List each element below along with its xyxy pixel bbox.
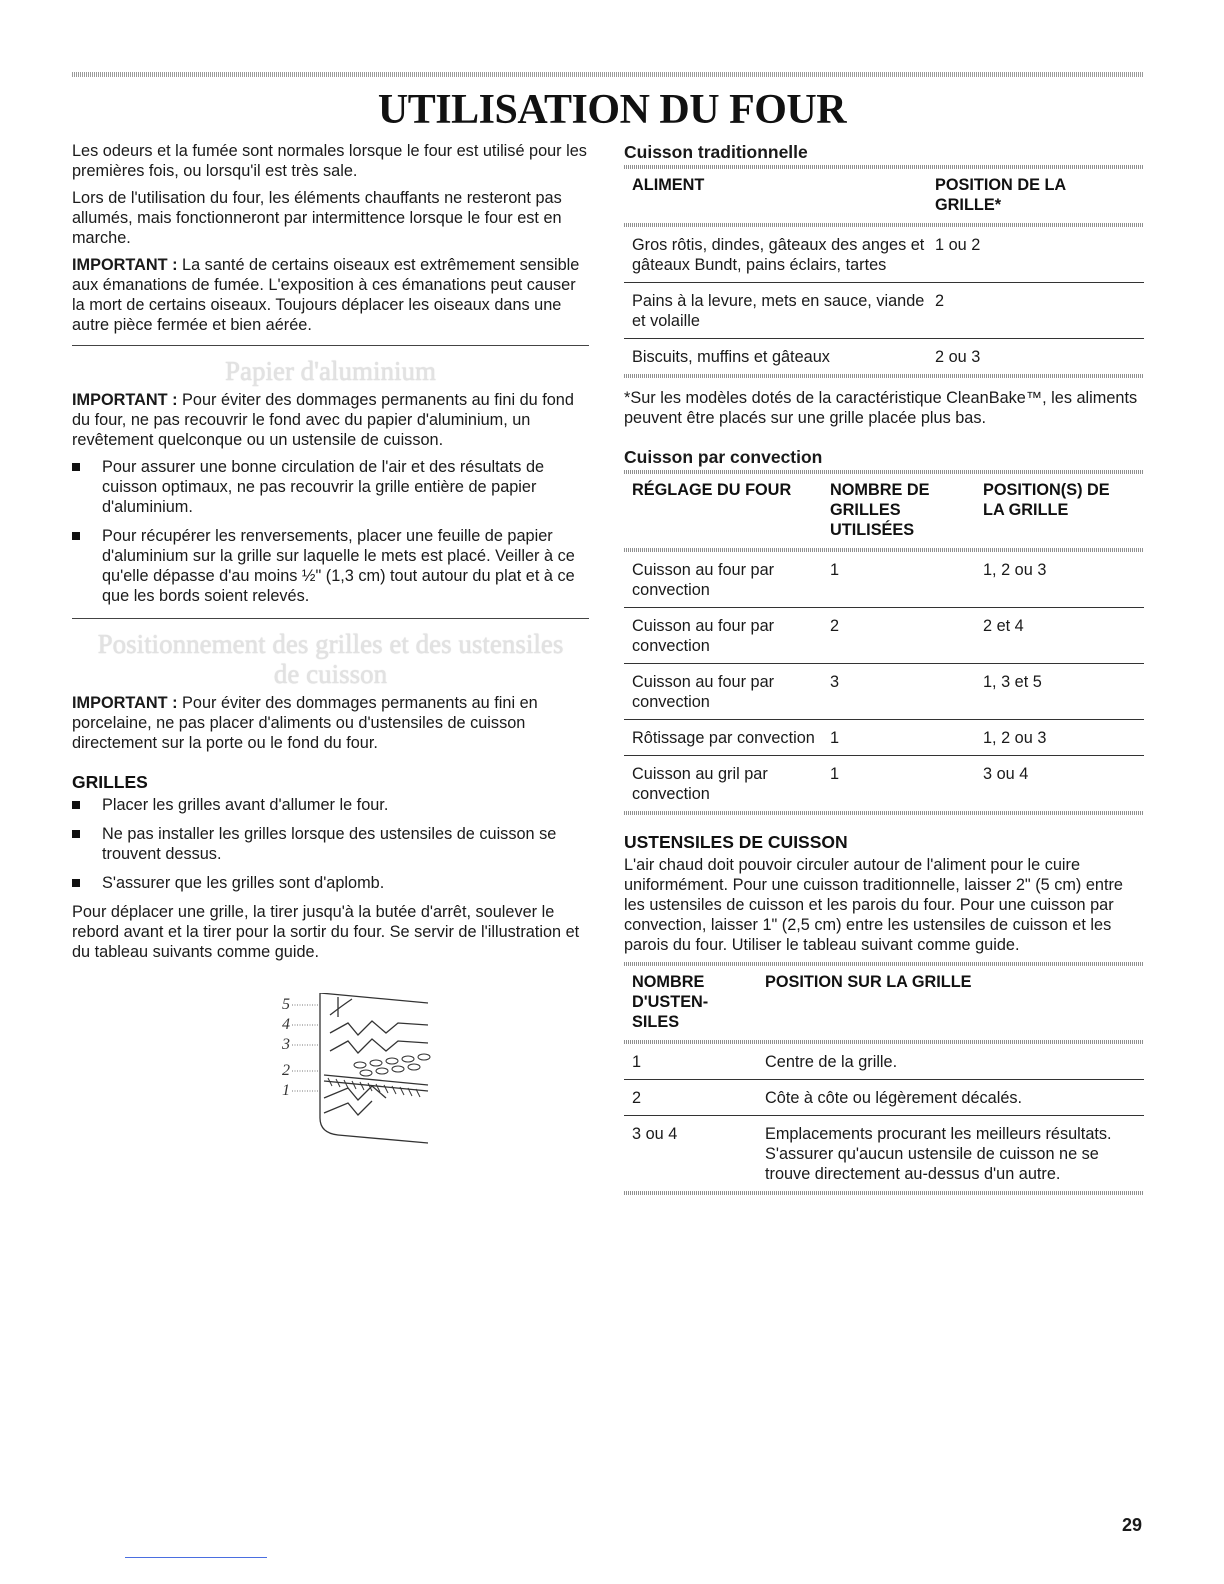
rack-label-5: 5 xyxy=(282,996,290,1013)
table-row xyxy=(624,663,1144,719)
table-row xyxy=(624,755,1144,811)
table-cell: 1 xyxy=(830,765,840,783)
positioning-heading-line-2: de cuisson xyxy=(273,659,388,689)
positioning-important xyxy=(72,693,589,753)
table-cell: 1 xyxy=(830,561,840,579)
table-cell: Pains à la levure, mets en sauce, viande et volaille xyxy=(632,292,925,330)
table-cell: 2 xyxy=(632,1089,642,1107)
table-cell: 1 ou 2 xyxy=(935,236,981,254)
table-row xyxy=(624,1115,1144,1191)
table-row xyxy=(624,282,1144,338)
table-row xyxy=(624,1079,1144,1115)
column-header: NOMBRE DE GRILLES UTILISÉES xyxy=(830,481,930,539)
table-cell: 1 xyxy=(632,1053,642,1071)
table-cell: 1, 2 ou 3 xyxy=(983,561,1047,579)
table-bottom-rule xyxy=(624,1191,1144,1195)
bottom-link-underline xyxy=(125,1557,267,1558)
table-cell: 1, 3 et 5 xyxy=(983,673,1042,691)
important-text: Pour éviter des dommages permanents au fini du fond du four, ne pas recouvrir le fond avec du papier d'aluminium, un revêtement quelconque ou un ustensile de cuisson. xyxy=(72,391,574,449)
table-cell: Gros rôtis, dindes, gâteaux des anges et gâteaux Bundt, pains éclairs, tartes xyxy=(632,236,925,274)
table-cell: Cuisson au four par convection xyxy=(632,561,775,599)
grilles-heading: GRILLES xyxy=(72,772,148,792)
table-row xyxy=(624,552,1144,607)
cookware-heading: USTENSILES DE CUISSON xyxy=(624,832,848,852)
right-column xyxy=(624,141,1144,1195)
section-divider xyxy=(72,618,589,619)
column-header: NOMBRE D'USTEN-SILES xyxy=(632,973,709,1031)
table-bottom-rule xyxy=(624,374,1144,378)
table-cell: Biscuits, muffins et gâteaux xyxy=(632,348,830,366)
important-label: IMPORTANT : xyxy=(72,694,178,712)
column-header: POSITION SUR LA GRILLE xyxy=(765,973,972,991)
rack-label-4: 4 xyxy=(282,1016,290,1033)
table-bottom-rule xyxy=(624,811,1144,815)
list-item: Pour assurer une bonne circulation de l'air et des résultats de cuisson optimaux, ne pas recouvrir la grille entière de papier d'aluminium. xyxy=(72,457,589,517)
table-cell: Rôtissage par convection xyxy=(632,729,815,747)
important-text: Pour éviter des dommages permanents au fini en porcelaine, ne pas placer d'aliments ou d'ustensiles de cuisson directement sur la porte ou le fond du four. xyxy=(72,694,538,752)
foil-heading: Papier d'aluminium xyxy=(224,356,437,386)
list-item: Pour récupérer les renversements, placer une feuille de papier d'aluminium sur la grille sur laquelle le mets est placé. Veiller à ce qu'elle dépasse d'au moins ½" (1,3 cm) tout autour du plat et à ce que les bords soient relevés. xyxy=(72,526,589,606)
important-label: IMPORTANT : xyxy=(72,256,178,274)
table-cell: 1, 2 ou 3 xyxy=(983,729,1047,747)
foil-important xyxy=(72,390,589,450)
positioning-heading xyxy=(72,629,589,689)
table-row xyxy=(624,719,1144,755)
list-item: Ne pas installer les grilles lorsque des ustensiles de cuisson se trouvent dessus. xyxy=(72,824,589,864)
foil-bullet-list xyxy=(72,457,589,606)
traditional-table-title: Cuisson traditionnelle xyxy=(624,142,808,162)
table-row xyxy=(624,227,1144,282)
table-cell: 3 ou 4 xyxy=(983,765,1029,783)
table-cell: Cuisson au four par convection xyxy=(632,617,775,655)
table-cell: 3 ou 4 xyxy=(632,1125,678,1143)
table-cell: 2 ou 3 xyxy=(935,348,981,366)
list-item: S'assurer que les grilles sont d'aplomb. xyxy=(72,873,589,893)
column-header: RÉGLAGE DU FOUR xyxy=(632,481,792,499)
table-cell: Côte à côte ou légèrement décalés. xyxy=(765,1089,1023,1107)
table-row xyxy=(624,607,1144,663)
table-cell: 2 xyxy=(935,292,945,310)
move-rack-paragraph: Pour déplacer une grille, la tirer jusqu'à la butée d'arrêt, soulever le rebord avant et la tirer pour la sortir du four. Se servir de l'illustration et du tableau suivants comme guide. xyxy=(72,903,580,961)
table-cell: Centre de la grille. xyxy=(765,1053,898,1071)
traditional-table-header xyxy=(624,169,1144,223)
convection-table-title: Cuisson par convection xyxy=(624,447,823,467)
page-number: 29 xyxy=(1121,1515,1142,1535)
table-cell: Cuisson au gril par convection xyxy=(632,765,768,803)
grilles-bullet-list xyxy=(72,795,589,893)
table-cell: Emplacements procurant les meilleurs résultats. S'assurer qu'aucun ustensile de cuisson ne se trouve directement au-dessus d'un autre. xyxy=(765,1125,1112,1183)
table-row xyxy=(624,1044,1144,1079)
column-header: POSITION DE LA GRILLE* xyxy=(935,176,1066,214)
cookware-table-header xyxy=(624,966,1144,1040)
table-cell: 2 xyxy=(830,617,840,635)
page-title: UTILISATION DU FOUR xyxy=(377,87,847,133)
list-item: Placer les grilles avant d'allumer le four. xyxy=(72,795,589,815)
rack-positions-illustration xyxy=(268,993,508,1148)
column-header: ALIMENT xyxy=(632,176,705,194)
table-cell: 3 xyxy=(830,673,840,691)
rack-label-2: 2 xyxy=(282,1062,290,1079)
traditional-footnote: *Sur les modèles dotés de la caractéristique CleanBake™, les aliments peuvent être placés sur une grille placée plus bas. xyxy=(624,389,1138,427)
table-cell: Cuisson au four par convection xyxy=(632,673,775,711)
table-cell: 2 et 4 xyxy=(983,617,1024,635)
intro-paragraph-2: Lors de l'utilisation du four, les éléments chauffants ne resteront pas allumés, mais fonctionneront par intermittence lorsque le four est en marche. xyxy=(72,189,562,247)
left-column xyxy=(72,141,589,1153)
table-cell: 1 xyxy=(830,729,840,747)
intro-paragraph-1: Les odeurs et la fumée sont normales lorsque le four est utilisé pour les premières fois, ou lorsqu'il est très sale. xyxy=(72,142,587,180)
rack-label-3: 3 xyxy=(282,1036,290,1053)
rack-label-1: 1 xyxy=(282,1082,290,1099)
table-row xyxy=(624,338,1144,374)
section-divider xyxy=(72,345,589,346)
positioning-heading-line-1: Positionnement des grilles et des ustensiles xyxy=(97,629,564,659)
column-header: POSITION(S) DE LA GRILLE xyxy=(983,481,1110,519)
important-text: La santé de certains oiseaux est extrêmement sensible aux émanations de fumée. L'exposition à ces émanations peut causer la mort de certains oiseaux. Toujours déplacer les oiseaux dans une autre pièce fermée et bien aérée. xyxy=(72,256,580,334)
convection-table-header xyxy=(624,474,1144,548)
important-label: IMPORTANT : xyxy=(72,391,178,409)
intro-important xyxy=(72,255,589,335)
top-rule xyxy=(72,72,1144,77)
cookware-paragraph: L'air chaud doit pouvoir circuler autour de l'aliment pour le cuire uniformément. Pour une cuisson traditionnelle, laisser 2" (5 cm) entre les ustensiles de cuisson et les parois du four. Pour une cuisson par convection, laisser 1" (2,5 cm) entre les ustensiles de cuisson et les parois du four. Utiliser le tableau suivant comme guide. xyxy=(624,856,1123,954)
